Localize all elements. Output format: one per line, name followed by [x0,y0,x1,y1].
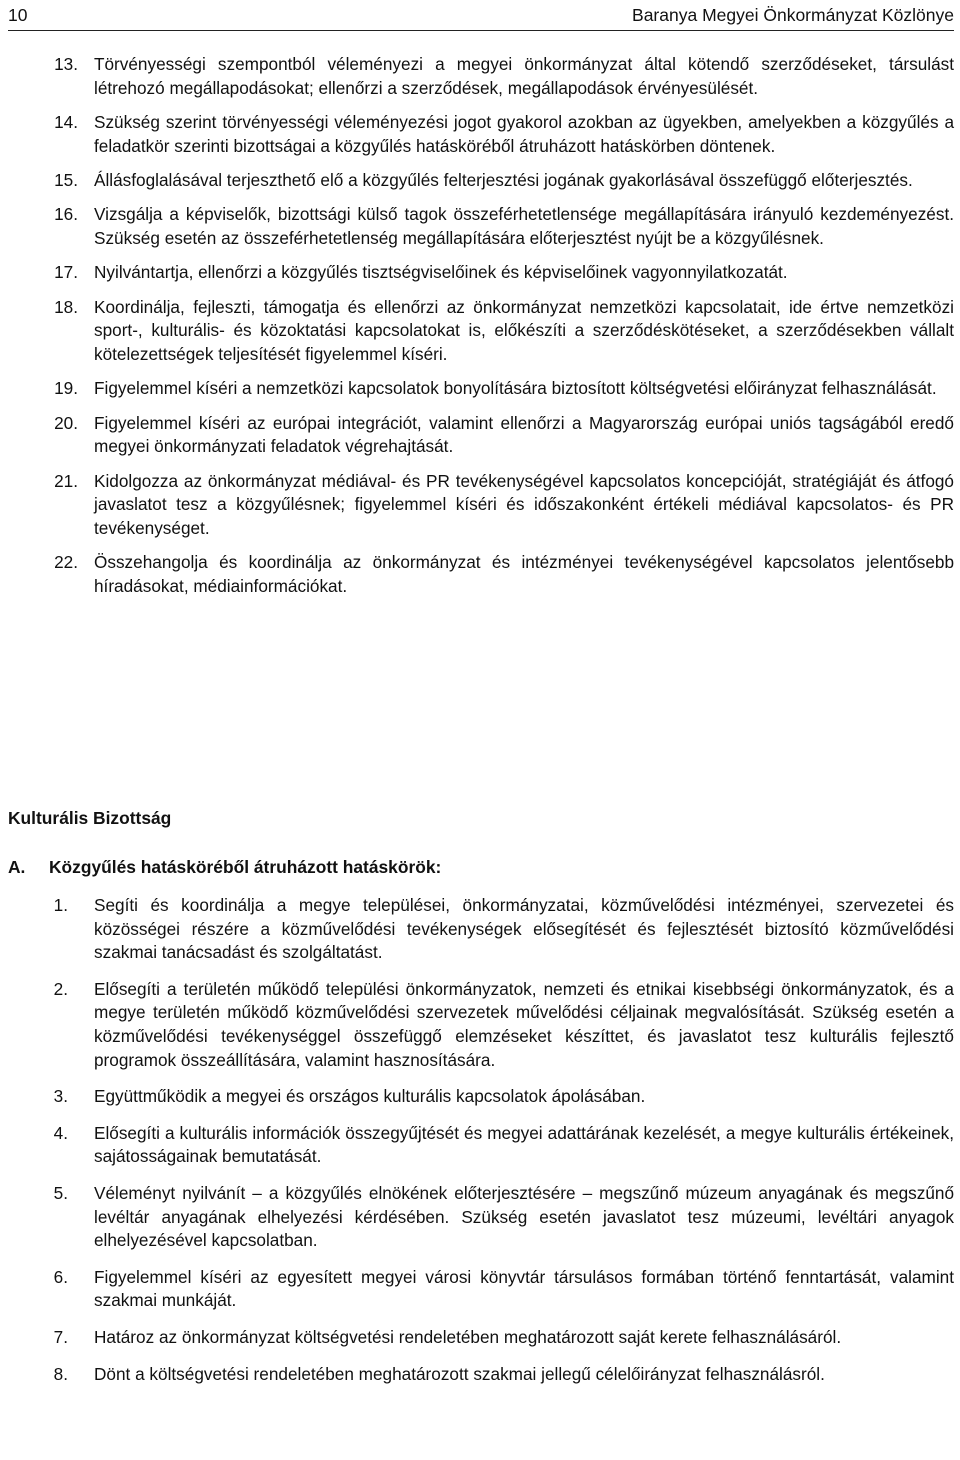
item-text: Állásfoglalásával terjeszthető elő a közgyűlés felterjesztési jogának gyakorlásával összefüggő előterjesztés. [94,169,913,190]
list-item [0,169,960,193]
item-text: Szükség szerint törvényességi véleményezési jogot gyakorol azokban az ügyekben, amelyekben a közgyűlés a feladatkör szerinti bizottságai a közgyűlés hatásköréből átruházott hatáskörben döntenek. [94,111,954,156]
item-number: 3. [53,1086,68,1107]
list-item [0,203,960,250]
list-item [0,1363,960,1387]
list-item [0,1085,960,1109]
item-text: Figyelemmel kíséri a nemzetközi kapcsolatok bonyolítására biztosított költségvetési előirányzat felhasználását. [94,378,937,399]
item-number: 8. [53,1363,68,1384]
item-list-culture [0,894,960,1399]
item-text: Vizsgálja a képviselők, bizottsági külső tagok összeférhetetlensége megállapítására irányuló kezdeményezést. Szükség esetén az összeférhetetlenség megállapítására előterjesztést nyújt be a közgyűlésnek. [94,204,954,248]
item-text: Nyilvántartja, ellenőrzi a közgyűlés tisztségviselőinek és képviselőinek vagyonnyilatkozatát. [94,262,788,283]
item-text: Kidolgozza az önkormányzat médiával- és PR tevékenységével kapcsolatos koncepcióját, stratégiáját és átfogó javaslatot tesz a közgyűlésnek; figyelemmel kíséri és időszakonként értékeli médiával kapcsolatos- és PR tevékenységet. [94,470,954,538]
item-number: 21. [54,470,78,491]
item-text: Véleményt nyilvánít – a közgyűlés elnökének előterjesztésére – megszűnő múzeum anyagának és megszűnő levéltár anyagának elhelyezési kérdésében. Szükség esetén javaslatot tesz múzeumi, levéltári anyagok elhelyezésével kapcsolatban. [94,1182,954,1251]
item-text: Figyelemmel kíséri az egyesített megyei városi könyvtár társulásos formában történő fenntartását, valamint szakmai munkáját. [94,1266,954,1311]
section-title: Kulturális Bizottság [8,808,172,828]
item-number: 5. [53,1182,68,1203]
list-item [0,261,960,285]
item-number: 1. [53,895,68,915]
item-number: 2. [53,978,68,999]
item-number: 22. [54,552,78,573]
list-item [0,894,960,965]
list-item [0,1266,960,1313]
item-number: 6. [53,1266,68,1287]
list-item [0,53,960,100]
item-text: Elősegíti a területén működő települési önkormányzatok, nemzeti és etnikai kisebbségi önkormányzatok, és a megye területén működő közművelődési szervezetek művelődési céljainak megvalósítását. Szükség esetén a közművelődési tevékenységgel összefüggő elemzéseket készíttet, és javaslatot tesz kulturális fejlesztő programok összeállítására, valamint hasznosítására. [94,978,954,1070]
page-header [8,0,954,31]
item-text: Törvényességi szempontból véleményezi a megyei önkormányzat által kötendő szerződéseket, társulást létrehozó megállapodásokat; ellenőrzi a szerződések, megállapodások érvényesülését. [94,54,954,98]
item-number: 16. [54,204,78,225]
item-text: Segíti és koordinálja a megye települései, önkormányzatai, közművelődési intézményei, szervezetei és közösségei részére a közművelődési tevékenységek elősegítését és fejlesztését biztosító közművelődési szakmai tanácsadást és szolgáltatást. [94,895,954,963]
list-item [0,412,960,459]
item-text: Dönt a költségvetési rendeletében meghatározott szakmai jellegű célelőirányzat felhasználásról. [94,1363,825,1384]
item-list-legal [0,53,960,609]
item-number: 17. [54,262,78,283]
list-item [0,1326,960,1350]
list-item [0,296,960,367]
item-number: 7. [53,1326,68,1347]
item-number: 18. [54,296,78,317]
list-item [0,978,960,1072]
subsection-letter: A. [8,857,26,877]
publication-title: Baranya Megyei Önkormányzat Közlönye [632,5,954,25]
item-text: Határoz az önkormányzat költségvetési rendeletében meghatározott saját kerete felhasználásáról. [94,1326,842,1347]
page-number: 10 [8,5,28,25]
subsection-title: Közgyűlés hatásköréből átruházott hatáskörök: [49,857,442,877]
item-text: Együttműködik a megyei és országos kulturális kapcsolatok ápolásában. [94,1086,646,1107]
list-item [0,377,960,401]
list-item [0,1122,960,1169]
item-number: 14. [54,111,78,132]
list-item [0,470,960,541]
item-text: Figyelemmel kíséri az európai integrációt, valamint ellenőrzi a Magyarország európai uniós tagságából eredő megyei önkormányzati feladatok végrehajtását. [94,412,954,457]
list-item [0,551,960,598]
item-number: 19. [54,378,78,399]
item-text: Koordinálja, fejleszti, támogatja és ellenőrzi az önkormányzat nemzetközi kapcsolatait, ide értve nemzetközi sport-, kulturális- és közoktatási kapcsolatokat is, előkészíti a szerződéskötéseket, a szerződésekben vállalt kötelezettségek teljesítését figyelemmel kíséri. [94,296,954,364]
item-text: Összehangolja és koordinálja az önkormányzat és intézményei tevékenységével kapcsolatos jelentősebb híradásokat, médiainformációkat. [94,552,954,596]
item-number: 20. [54,412,78,433]
item-text: Elősegíti a kulturális információk összegyűjtését és megyei adattárának kezelését, a megye kulturális értékeinek, sajátosságainak bemutatását. [94,1122,954,1167]
item-number: 4. [53,1122,68,1143]
list-item [0,111,960,158]
item-number: 13. [54,54,78,74]
item-number: 15. [54,169,78,190]
list-item [0,1182,960,1253]
